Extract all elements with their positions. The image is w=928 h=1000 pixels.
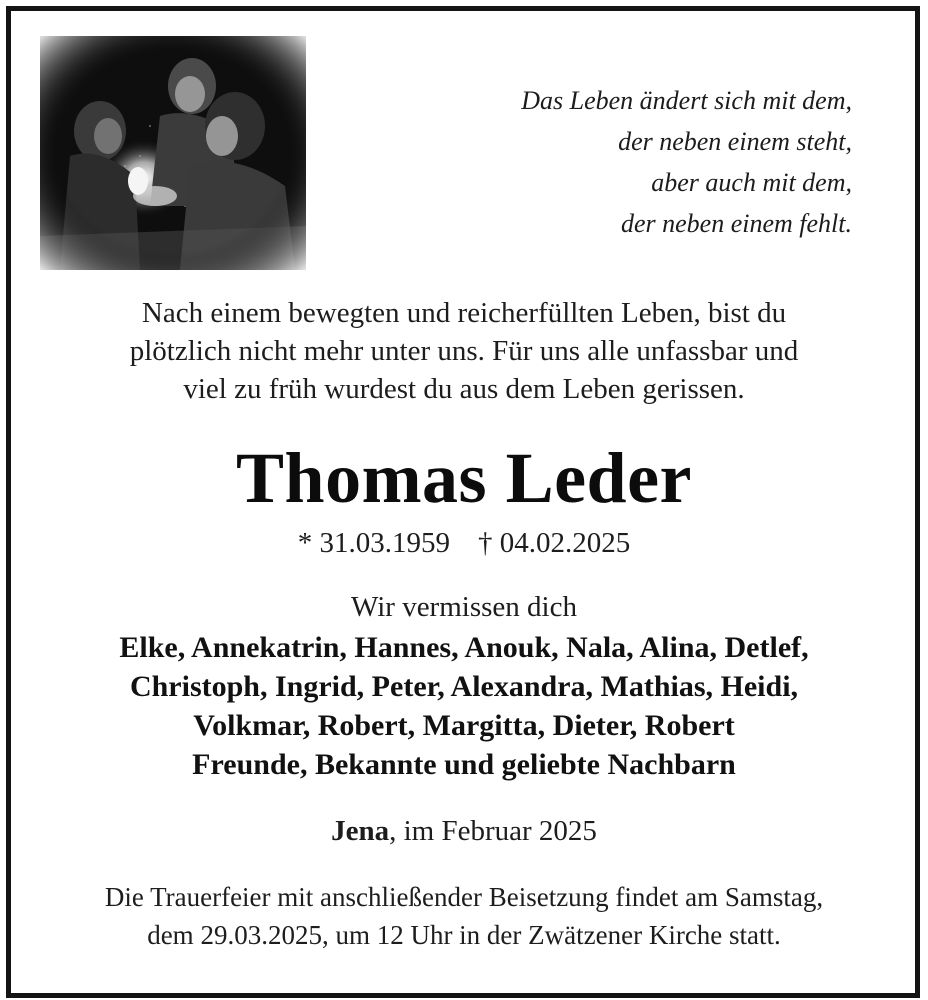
- intro-line: viel zu früh wurdest du aus dem Leben gerissen.: [183, 373, 745, 405]
- place-and-date: [0, 812, 928, 850]
- life-dates: [0, 524, 928, 562]
- memorial-quote: [521, 80, 852, 244]
- children-candle-photo-icon: [40, 36, 306, 270]
- mourners-line: Elke, Annekatrin, Hannes, Anouk, Nala, Alina, Detlef,: [119, 631, 809, 664]
- mourners-line: Christoph, Ingrid, Peter, Alexandra, Mathias, Heidi,: [129, 670, 799, 703]
- mourners-line: Volkmar, Robert, Margitta, Dieter, Robert: [193, 709, 735, 742]
- intro-line: plötzlich nicht mehr unter uns. Für uns alle unfassbar und: [129, 335, 799, 367]
- deceased-name: Thomas Leder: [236, 438, 692, 518]
- quote-line: der neben einem fehlt.: [620, 209, 852, 238]
- quote-line: Das Leben ändert sich mit dem,: [521, 86, 852, 115]
- month-year: , im Februar 2025: [389, 815, 597, 847]
- intro-text: [0, 294, 928, 408]
- quote-line: der neben einem steht,: [618, 127, 852, 156]
- funeral-notice: [0, 878, 928, 954]
- birth-date: * 31.03.1959: [297, 527, 450, 559]
- mourners-line: Freunde, Bekannte und geliebte Nachbarn: [192, 748, 736, 781]
- city: Jena: [331, 815, 390, 847]
- funeral-line: dem 29.03.2025, um 12 Uhr in der Zwätzener Kirche statt.: [147, 920, 781, 950]
- intro-line: Nach einem bewegten und reicherfüllten Leben, bist du: [141, 297, 787, 329]
- mourners-list: [0, 628, 928, 784]
- death-date: † 04.02.2025: [478, 527, 631, 559]
- quote-line: aber auch mit dem,: [651, 168, 852, 197]
- mourners-heading: Wir vermissen dich: [351, 591, 577, 623]
- funeral-line: Die Trauerfeier mit anschließender Beisetzung findet am Samstag,: [104, 882, 824, 912]
